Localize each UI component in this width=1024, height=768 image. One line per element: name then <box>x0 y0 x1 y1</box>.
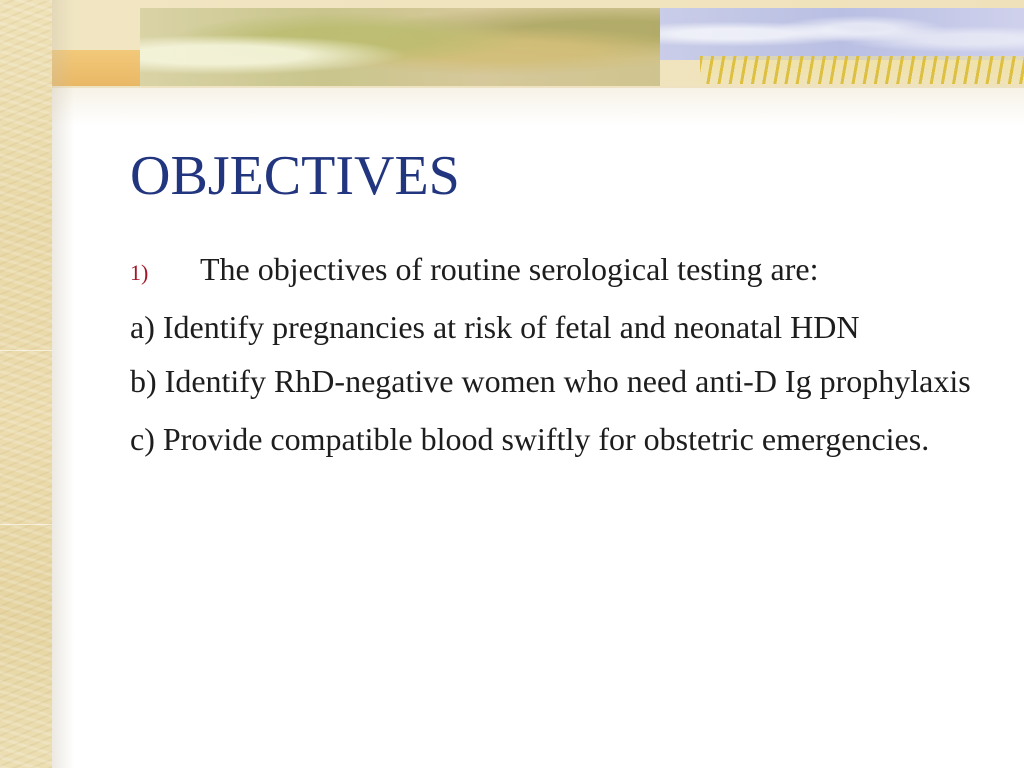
strip-seam <box>0 350 52 351</box>
objective-b: b) Identify RhD-negative women who need anti-D Ig prophylaxis <box>130 363 971 399</box>
banner-grass-image <box>700 56 1024 84</box>
left-strip-shadow <box>52 0 74 768</box>
slide-body <box>130 246 1000 474</box>
item-number: 1) <box>130 260 149 285</box>
banner-flowers-image <box>660 8 1024 60</box>
decorative-banner <box>0 0 1024 88</box>
objective-a: a) Identify pregnancies at risk of fetal and neonatal HDN <box>130 309 860 345</box>
left-textured-strip <box>0 0 52 768</box>
intro-text: The objectives of routine serological testing are: <box>200 251 819 287</box>
objective-c: c) Provide compatible blood swiftly for obstetric emergencies. <box>130 421 930 457</box>
strip-seam <box>0 524 52 525</box>
slide-title: OBJECTIVES <box>130 145 460 207</box>
banner-shadow <box>52 86 1024 126</box>
banner-leaves-image <box>140 8 660 86</box>
numbered-item <box>130 246 1000 296</box>
